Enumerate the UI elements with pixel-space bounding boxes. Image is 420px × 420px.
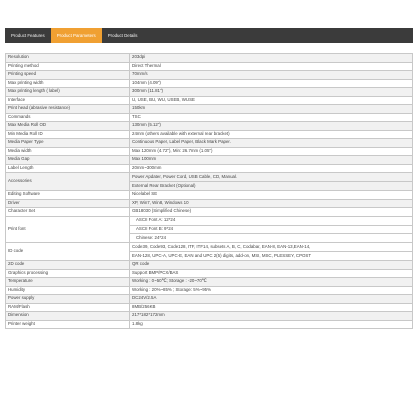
spec-label: Printer weight [6, 320, 130, 329]
spec-label: Character Set [6, 208, 130, 217]
spec-row [6, 147, 413, 156]
spec-label: Power supply [6, 295, 130, 304]
spec-value-line: External Rear Bracket (Optional) [130, 182, 412, 191]
spec-value-line: ASCII Font A: 12*24 [130, 217, 412, 226]
spec-value-list [130, 217, 412, 243]
spec-value: GB18030 (Simplified Chinese) [130, 208, 413, 217]
spec-value-line-row [130, 225, 412, 234]
spec-label: Dimension [6, 312, 130, 321]
spec-table [5, 53, 413, 329]
spec-value-list [130, 243, 412, 260]
spec-row [6, 286, 413, 295]
spec-value: 104mm (4.09") [130, 79, 413, 88]
spec-row [6, 295, 413, 304]
spec-row [6, 88, 413, 97]
spec-value: Working : 0~50℃; Storage : -20~70℃ [130, 278, 413, 287]
spec-label: Media Paper Type [6, 139, 130, 148]
spec-value: Working : 20%~85% ; Storage: 5%~95% [130, 286, 413, 295]
spec-label: Max printing width [6, 79, 130, 88]
spec-row [6, 173, 413, 191]
spec-row [6, 71, 413, 80]
spec-row [6, 208, 413, 217]
spec-label: Print font [6, 216, 130, 243]
spec-row [6, 139, 413, 148]
spec-value: 1.8kg [130, 320, 413, 329]
spec-label: Max printing length ( label) [6, 88, 130, 97]
spec-value: Max 120mm (4.72"), Min: 26.7mm (1.05") [130, 147, 413, 156]
spec-row [6, 261, 413, 270]
spec-label: Interface [6, 96, 130, 105]
spec-value: 8MB/256KB [130, 303, 413, 312]
spec-value: Nicelabel SE [130, 191, 413, 200]
spec-label: Temperature [6, 278, 130, 287]
spec-value-line-row [130, 173, 412, 182]
spec-label: Printing speed [6, 71, 130, 80]
spec-row [6, 54, 413, 63]
spec-row [6, 269, 413, 278]
spec-value-list [130, 173, 412, 190]
spec-label: Min Media Roll ID [6, 130, 130, 139]
spec-table-body [6, 54, 413, 329]
spec-value-line-row [130, 252, 412, 261]
spec-row [6, 312, 413, 321]
spec-label: Driver [6, 199, 130, 208]
spec-value: TSC [130, 113, 413, 122]
spec-label: 2D code [6, 261, 130, 270]
spec-label: RAM/Flash [6, 303, 130, 312]
spec-value-line: Power Apdater, Power Cord, USB Cable, CD, Manual. [130, 173, 412, 182]
spec-label: Editing Software [6, 191, 130, 200]
spec-row [6, 130, 413, 139]
spec-row [6, 303, 413, 312]
spec-value: Support BMP/PCX/BAS [130, 269, 413, 278]
spec-label: Media width [6, 147, 130, 156]
spec-label: Printing method [6, 62, 130, 71]
spec-value: 20mm~300mm [130, 164, 413, 173]
spec-value: 300mm (11.81") [130, 88, 413, 97]
spec-value-line: Chinese: 24*24 [136, 234, 167, 240]
spec-value: Max 100mm [130, 156, 413, 165]
tab-product-features[interactable]: Product Features [11, 33, 45, 38]
spec-value [130, 243, 413, 261]
spec-value: 150km [130, 105, 413, 114]
spec-value: 217*182*172mm [130, 312, 413, 321]
spec-row [6, 164, 413, 173]
spec-label: Media Gap [6, 156, 130, 165]
spec-row [6, 216, 413, 243]
spec-value: 203dpi [130, 54, 413, 63]
spec-value-line: Code39, Code93, Code128, ITF, ITF14, subsets A, B, C, Codabar, EAN-8, EAN-13,EAN-14, [130, 243, 412, 252]
spec-row [6, 105, 413, 114]
spec-value-line: ASCII Font B: 9*24 [130, 225, 412, 234]
spec-row [6, 278, 413, 287]
spec-value [130, 216, 413, 243]
spec-value: QR code [130, 261, 413, 270]
spec-row [6, 199, 413, 208]
spec-row [6, 96, 413, 105]
spec-value-line-row [130, 182, 412, 191]
spec-row [6, 156, 413, 165]
spec-row [6, 320, 413, 329]
spec-value: Direct Thermal [130, 62, 413, 71]
spec-value: DC24V/2.5A [130, 295, 413, 304]
spec-row [6, 191, 413, 200]
spec-value: 24mm (others available with external rear bracket) [130, 130, 413, 139]
spec-value-line-row [130, 217, 412, 226]
spec-label: ID code [6, 243, 130, 261]
tab-product-parameters[interactable]: Product Parameters [51, 28, 102, 43]
spec-row [6, 62, 413, 71]
spec-value-line: EAN-128, UPC-A, UPC-E, EAN and UPC 2(5) digits, add-on, MSI, MSC, PLESSEY, CPOST [132, 252, 312, 258]
spec-label: Label Length [6, 164, 130, 173]
spec-value: U, USE, BU, WU, USEB, WUSE [130, 96, 413, 105]
spec-value [130, 173, 413, 191]
spec-label: Max Media Roll OD [6, 122, 130, 131]
spec-label: Graphics processing [6, 269, 130, 278]
spec-row [6, 243, 413, 261]
product-tab-bar [5, 28, 413, 43]
spec-label: Commands [6, 113, 130, 122]
spec-label: Humidity [6, 286, 130, 295]
spec-value: Continuous Paper, Label Paper, Black Mark Paper. [130, 139, 413, 148]
spec-value: 70mm/s [130, 71, 413, 80]
spec-value-line-row [130, 234, 412, 243]
spec-value-line-row [130, 243, 412, 252]
tab-product-details[interactable]: Product Details [107, 33, 138, 38]
spec-row [6, 122, 413, 131]
spec-value: 130mm (5.12") [130, 122, 413, 131]
spec-label: Accessories [6, 173, 130, 191]
spec-row [6, 79, 413, 88]
spec-row [6, 113, 413, 122]
spec-label: Resolution [6, 54, 130, 63]
spec-value: XP, Win7, Win8, Windows 10 [130, 199, 413, 208]
spec-label: Print head (abrasive resistance) [6, 105, 130, 114]
